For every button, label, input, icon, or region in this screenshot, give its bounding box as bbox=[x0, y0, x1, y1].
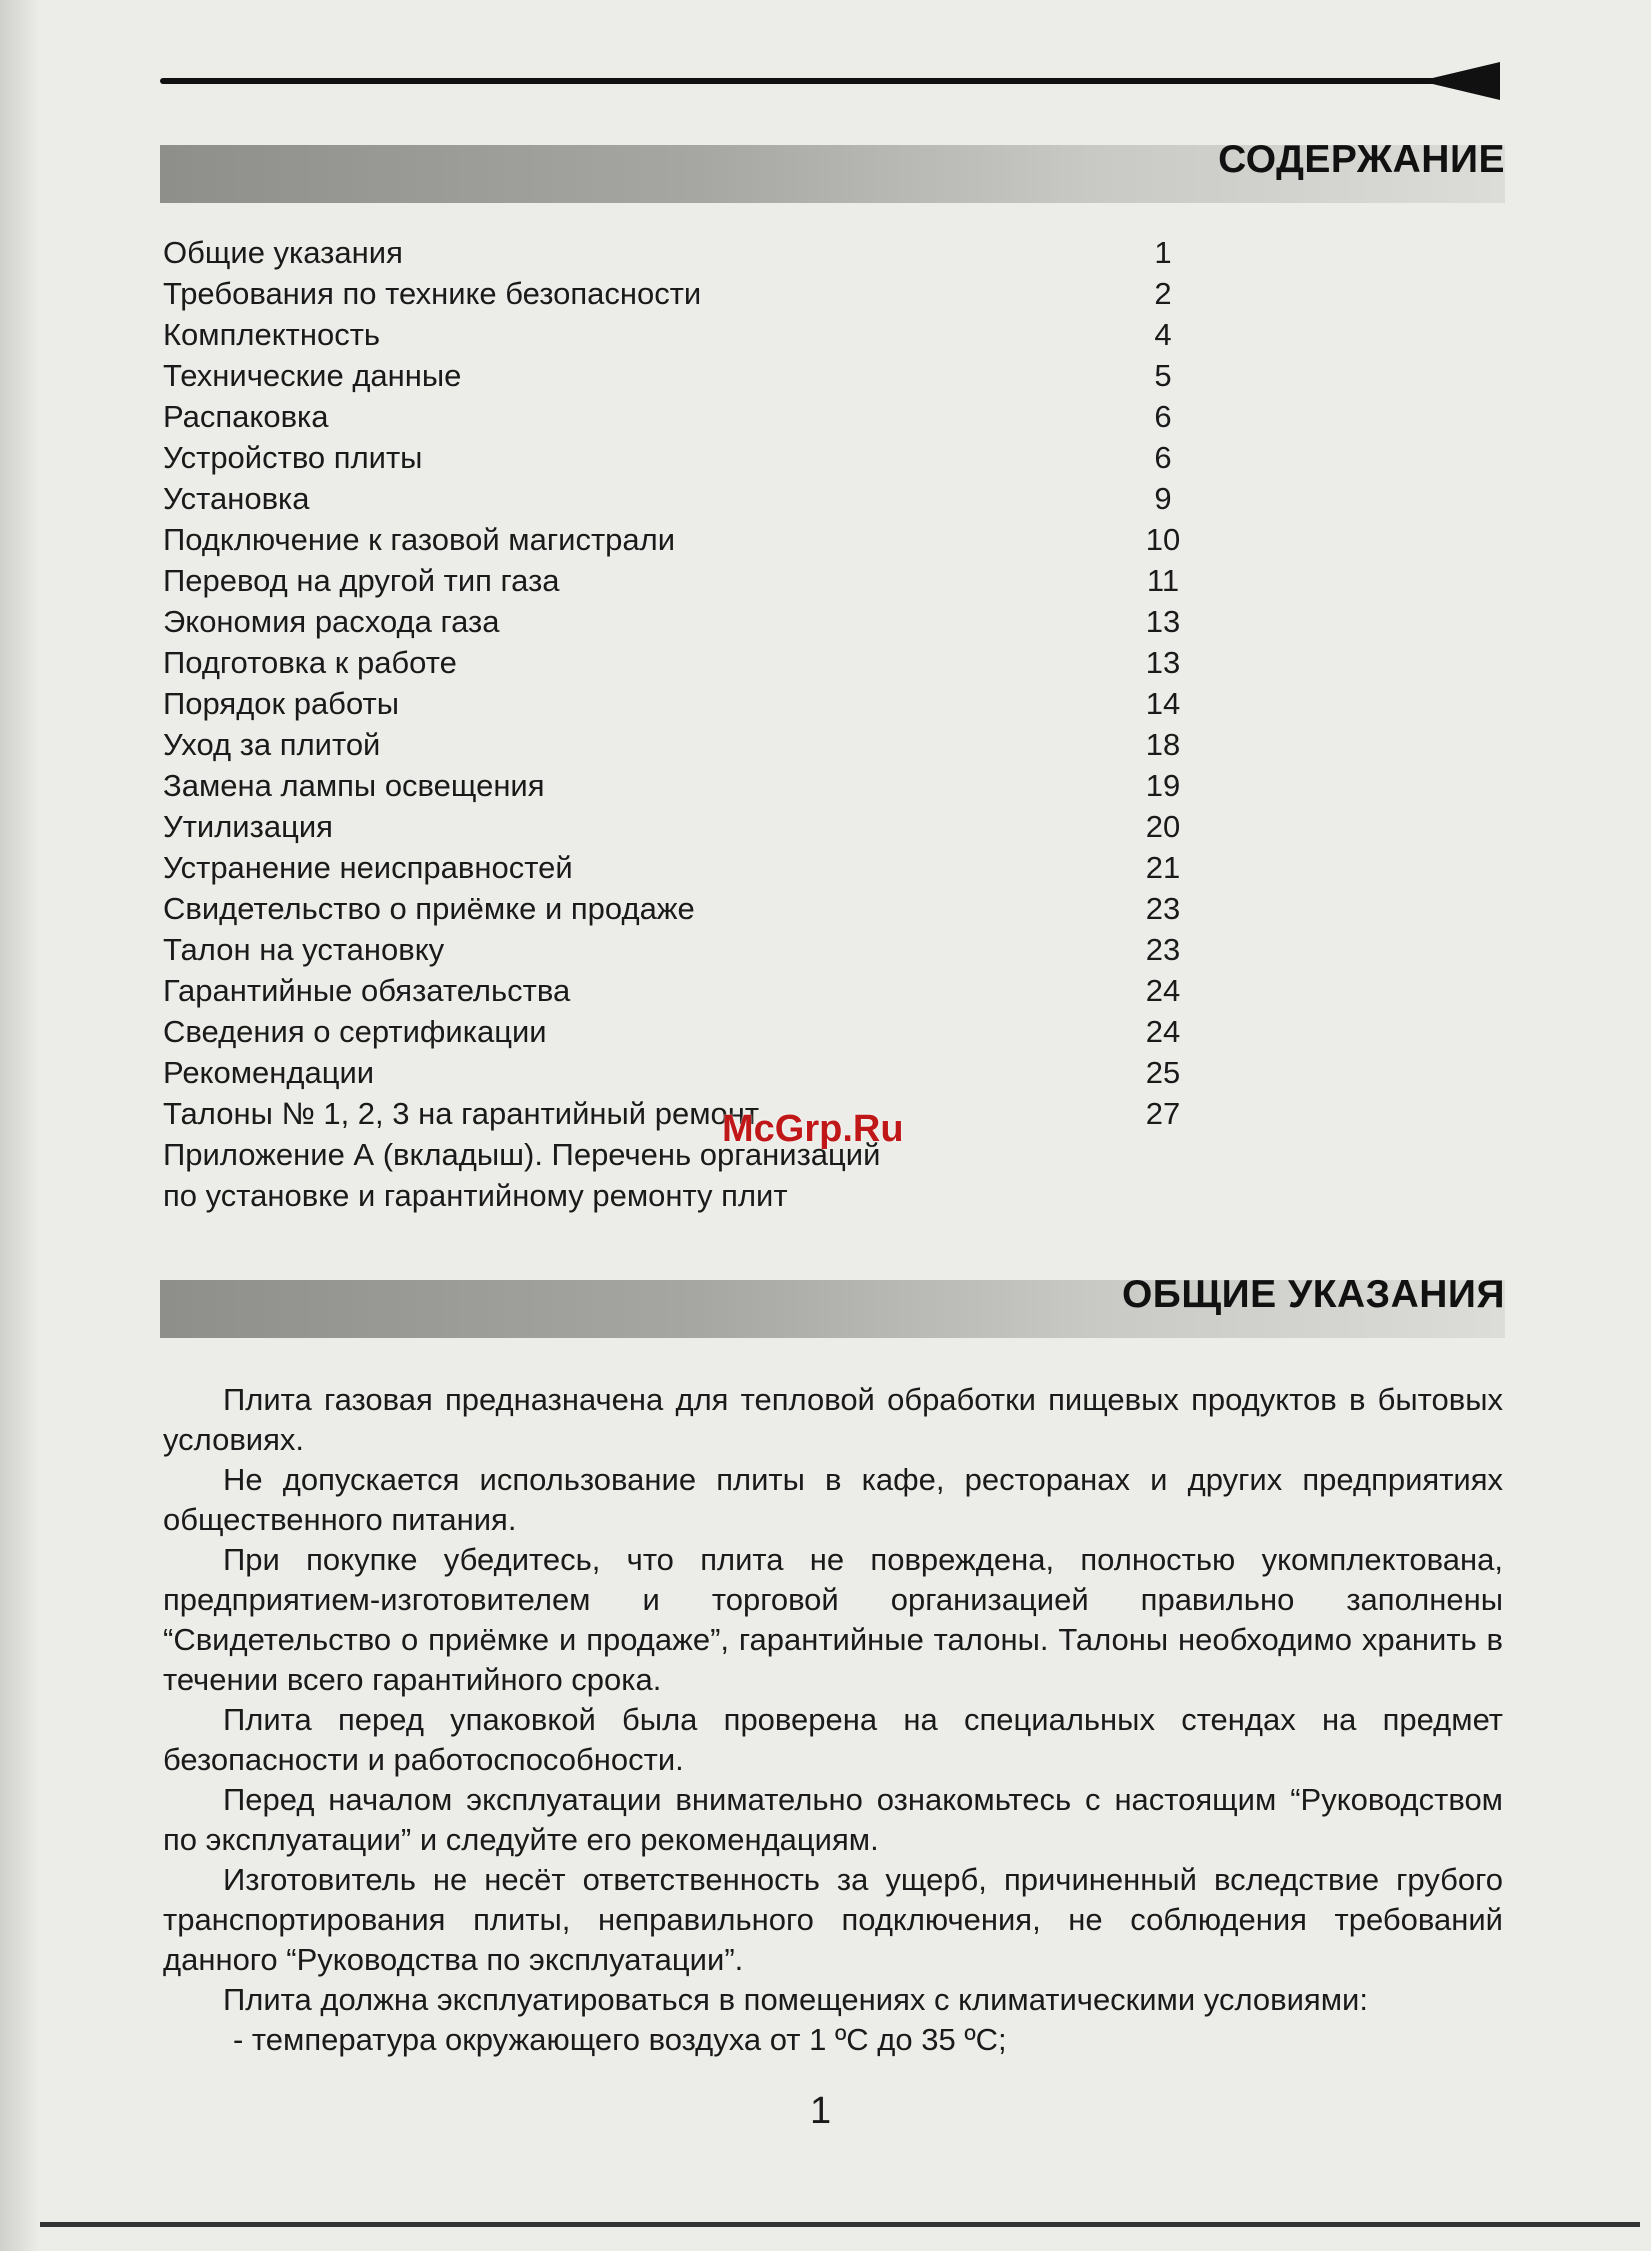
paragraph: Перед началом эксплуатации внимательно ознакомьтесь с настоящим “Руководством по эксплуатации” и следуйте его рекомендациям. bbox=[163, 1782, 1503, 1857]
toc-entry-page: 18 bbox=[1145, 727, 1181, 762]
toc-entry-page: 25 bbox=[1145, 1055, 1181, 1090]
toc-entry bbox=[163, 847, 1203, 888]
toc-entry-page: 5 bbox=[1154, 358, 1172, 393]
bottom-rule bbox=[40, 2222, 1640, 2227]
toc-entry-title: Талоны № 1, 2, 3 на гарантийный ремонт bbox=[163, 1096, 760, 1131]
toc-entry-page: 10 bbox=[1145, 522, 1181, 557]
toc-entry-title: Общие указания bbox=[163, 235, 403, 270]
toc-entry-page: 21 bbox=[1145, 850, 1181, 885]
page-edge-shadow bbox=[0, 0, 40, 2251]
toc-entry-title: Распаковка bbox=[163, 399, 329, 434]
top-decorative-rule bbox=[160, 78, 1460, 84]
toc-entry-title: Порядок работы bbox=[163, 686, 399, 721]
toc-entry-page: 19 bbox=[1145, 768, 1181, 803]
toc-entry bbox=[163, 519, 1203, 560]
toc-entry-page: 13 bbox=[1145, 645, 1181, 680]
toc-entry-page: 23 bbox=[1145, 932, 1181, 967]
toc-entry-page: 24 bbox=[1145, 973, 1181, 1008]
toc-entry-title: Устранение неисправностей bbox=[163, 850, 573, 885]
toc-entry bbox=[163, 396, 1203, 437]
toc-entry-title: Установка bbox=[163, 481, 310, 516]
toc-entry-title: Перевод на другой тип газа bbox=[163, 563, 560, 598]
toc-entry bbox=[163, 724, 1203, 765]
toc-entry bbox=[163, 888, 1203, 929]
toc-entry-title: Талон на установку bbox=[163, 932, 445, 967]
general-instructions-title: ОБЩИЕ УКАЗАНИЯ bbox=[1121, 1273, 1505, 1316]
toc-entry bbox=[163, 1011, 1203, 1052]
toc-entry-page: 23 bbox=[1145, 891, 1181, 926]
toc-entry-title: Приложение А (вкладыш). Перечень организаций bbox=[163, 1137, 881, 1172]
toc-entry-page: 24 bbox=[1145, 1014, 1181, 1049]
toc-entry-page: 6 bbox=[1154, 399, 1172, 434]
toc-entry bbox=[163, 232, 1203, 273]
toc-entry-page: 11 bbox=[1146, 563, 1180, 598]
toc-entry bbox=[163, 601, 1203, 642]
toc-entry-page: 20 bbox=[1145, 809, 1181, 844]
toc-entry-title: Экономия расхода газа bbox=[163, 604, 500, 639]
toc-entry-page: 4 bbox=[1154, 317, 1172, 352]
toc-entry bbox=[163, 765, 1203, 806]
toc-entry bbox=[163, 273, 1203, 314]
general-instructions-text bbox=[163, 1380, 1503, 2060]
toc-entry-title: Подготовка к работе bbox=[163, 645, 457, 680]
contents-title: СОДЕРЖАНИЕ bbox=[1218, 138, 1505, 181]
toc-entry bbox=[163, 642, 1203, 683]
page-number: 1 bbox=[810, 2090, 832, 2132]
toc-entry bbox=[163, 1052, 1203, 1093]
paragraph: При покупке убедитесь, что плита не повреждена, полностью укомплектована, предприятием-изготовителем и торговой организацией правильно заполнены “Свидетельство о приёмке и продаже”, гарантийные талоны. Талоны необходимо хранить в течении всего гарантийного срока. bbox=[163, 1542, 1503, 1697]
paragraph: Изготовитель не несёт ответственность за ущерб, причиненный вследствие грубого транспортирования плиты, неправильного подключения, не соблюдения требований данного “Руководства по эксплуатации”. bbox=[163, 1862, 1503, 1977]
toc-entry bbox=[163, 314, 1203, 355]
toc-entry bbox=[163, 478, 1203, 519]
toc-entry bbox=[163, 560, 1203, 601]
toc-entry bbox=[163, 806, 1203, 847]
toc-entry-title: Устройство плиты bbox=[163, 440, 423, 475]
toc-entry bbox=[163, 970, 1203, 1011]
toc-entry-page: 14 bbox=[1145, 686, 1181, 721]
toc-entry bbox=[163, 437, 1203, 478]
list-item: - температура окружающего воздуха от 1 ºС до 35 ºС; bbox=[233, 2022, 1007, 2057]
toc-entry-title: Уход за плитой bbox=[163, 727, 381, 762]
toc-entry-page: 1 bbox=[1154, 235, 1172, 270]
paragraph: Плита перед упаковкой была проверена на специальных стендах на предмет безопасности и работоспособности. bbox=[163, 1702, 1503, 1777]
paragraph: Плита должна эксплуатироваться в помещениях с климатическими условиями: bbox=[223, 1982, 1368, 2017]
toc-entry-page: 13 bbox=[1145, 604, 1181, 639]
toc-entry bbox=[163, 1175, 1203, 1216]
toc-entry-title: Сведения о сертификации bbox=[163, 1014, 547, 1049]
toc-entry-page: 2 bbox=[1154, 276, 1172, 311]
toc-entry-title: Свидетельство о приёмке и продаже bbox=[163, 891, 695, 926]
toc-entry bbox=[163, 1134, 1203, 1175]
toc-entry-title: Замена лампы освещения bbox=[163, 768, 545, 803]
toc-entry-title: Технические данные bbox=[163, 358, 462, 393]
toc-entry-page: 6 bbox=[1154, 440, 1172, 475]
toc-entry bbox=[163, 929, 1203, 970]
toc-entry-page: 27 bbox=[1145, 1096, 1181, 1131]
toc-entry-title: по установке и гарантийному ремонту плит bbox=[163, 1178, 788, 1213]
toc-entry-title: Подключение к газовой магистрали bbox=[163, 522, 676, 557]
toc-entry-title: Рекомендации bbox=[163, 1055, 375, 1090]
toc-entry bbox=[163, 683, 1203, 724]
toc-entry bbox=[163, 1093, 1203, 1134]
toc-entry bbox=[163, 355, 1203, 396]
watermark: McGrp.Ru bbox=[722, 1108, 904, 1150]
toc-entry-page: 9 bbox=[1154, 481, 1172, 516]
toc-entry-title: Комплектность bbox=[163, 317, 381, 352]
toc-entry-title: Требования по технике безопасности bbox=[163, 276, 702, 311]
paragraph: Не допускается использование плиты в кафе, ресторанах и других предприятиях общественного питания. bbox=[163, 1462, 1503, 1537]
toc-entry-title: Утилизация bbox=[163, 809, 333, 844]
paragraph: Плита газовая предназначена для тепловой обработки пищевых продуктов в бытовых условиях. bbox=[163, 1382, 1503, 1457]
toc-entry-title: Гарантийные обязательства bbox=[163, 973, 571, 1008]
table-of-contents bbox=[163, 232, 1203, 1216]
arrow-decoration-icon bbox=[1420, 62, 1500, 100]
